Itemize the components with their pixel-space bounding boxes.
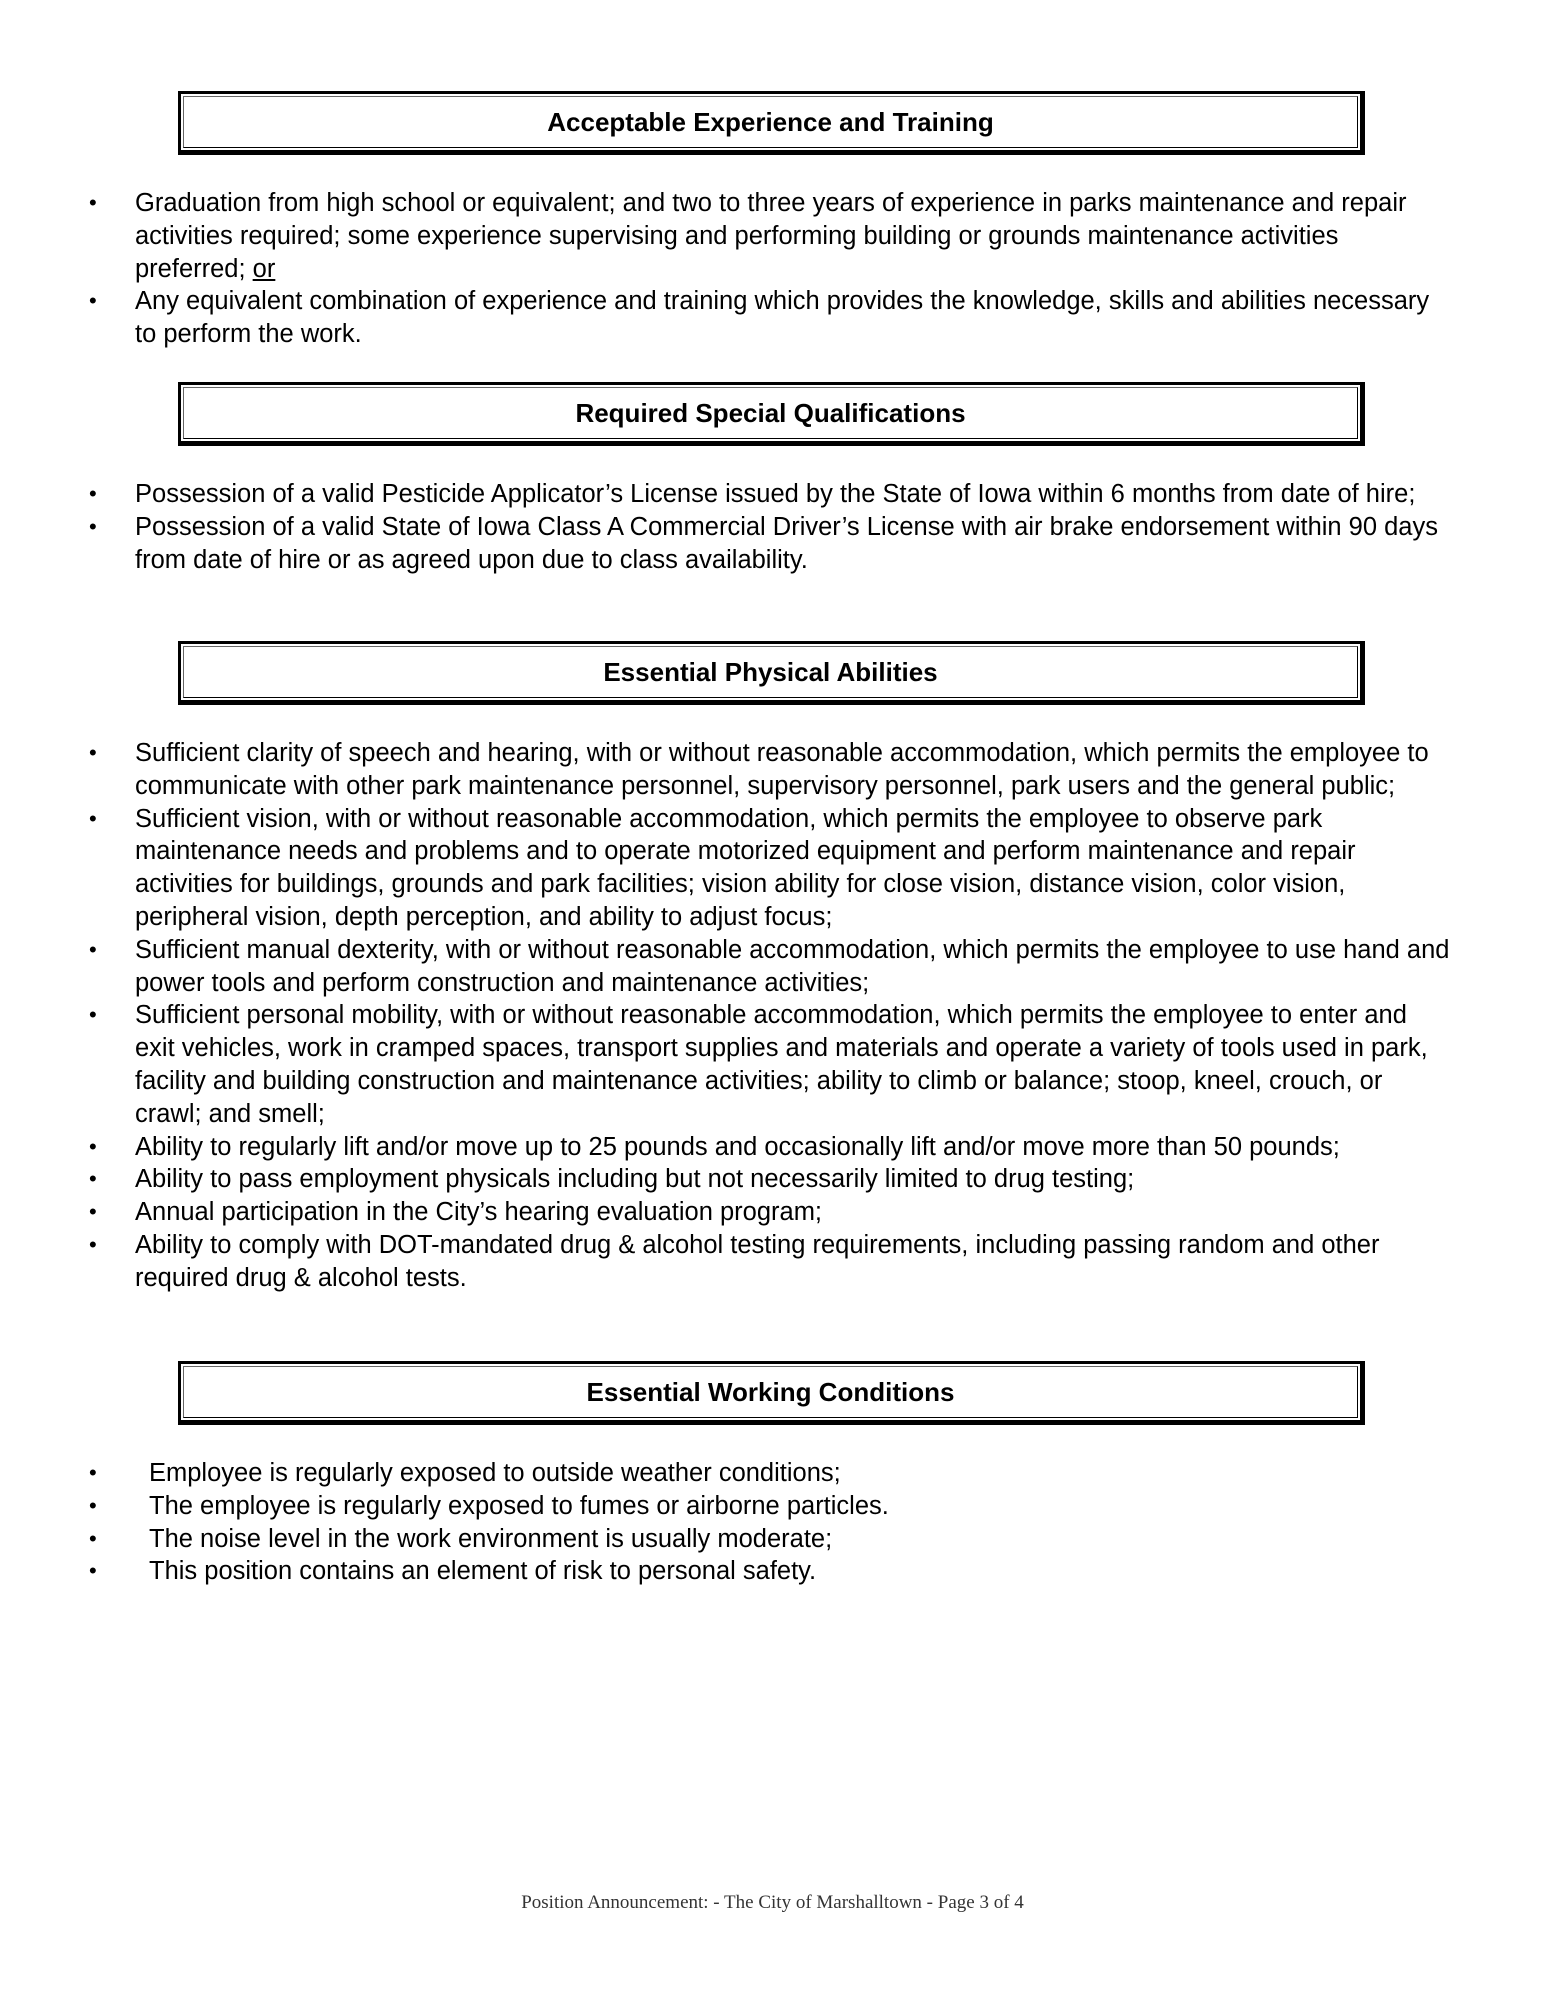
list-item xyxy=(0,803,1545,934)
bullet-icon: • xyxy=(89,513,97,539)
list-item-text: Sufficient vision, with or without reasonable accommodation, which permits the employee to observe park maintenance needs and problems and to operate motorized equipment and perform maintenance and repair activities for buildings, grounds and park facilities; vision ability for close vision, distance vision, color vision, peripheral vision, depth perception, and ability to adjust focus; xyxy=(135,804,1356,931)
page-footer: Position Announcement: - The City of Marshalltown - Page 3 of 4 xyxy=(521,1892,1024,1913)
section-title: Required Special Qualifications xyxy=(575,397,966,428)
bullet-icon: • xyxy=(89,190,97,215)
list-item xyxy=(0,187,1545,285)
bullet-icon: • xyxy=(89,740,97,765)
list-item-text: Sufficient manual dexterity, with or without reasonable accommodation, which permits the employee to use hand and power tools and perform construction and maintenance activities; xyxy=(135,935,1450,997)
list-item-text: Sufficient clarity of speech and hearing, with or without reasonable accommodation, which permits the employee to communicate with other park maintenance personnel, supervisory personnel, park users and the general public; xyxy=(135,739,1429,800)
list-item xyxy=(0,285,1545,351)
list-item-text: Graduation from high school or equivalent; and two to three years of experience in parks maintenance and repair activities required; some experience supervising and performing building or grounds maintenance activities preferred; xyxy=(135,189,1407,283)
section-header-special-qualifications xyxy=(178,382,1365,446)
list-item-text: Possession of a valid State of Iowa Class A Commercial Driver’s License with air brake endorsement within 90 days from date of hire or as agreed upon due to class availability. xyxy=(135,512,1438,574)
section-header-inner xyxy=(183,387,1358,439)
list-item xyxy=(0,934,1545,1000)
bullet-icon: • xyxy=(89,1166,97,1192)
list-item xyxy=(0,511,1545,577)
bullet-icon: • xyxy=(89,288,97,314)
list-item xyxy=(0,478,1545,511)
working-conditions-list xyxy=(0,1457,1545,1588)
bullet-icon: • xyxy=(89,1199,97,1225)
bullet-icon: • xyxy=(89,936,97,962)
bullet-icon: • xyxy=(89,805,97,831)
list-item xyxy=(0,1490,1545,1523)
section-title: Acceptable Experience and Training xyxy=(547,106,994,137)
bullet-icon: • xyxy=(89,1133,97,1159)
physical-abilities-list xyxy=(0,737,1545,1295)
list-item-text: Ability to regularly lift and/or move up to 25 pounds and occasionally lift and/or move more than 50 pounds; xyxy=(135,1132,1340,1161)
list-item-text: The employee is regularly exposed to fumes or airborne particles. xyxy=(149,1491,889,1520)
list-item xyxy=(0,1523,1545,1556)
list-item xyxy=(0,1457,1545,1490)
list-item-text: This position contains an element of risk to personal safety. xyxy=(149,1557,817,1586)
bullet-icon: • xyxy=(89,1525,97,1551)
bullet-icon: • xyxy=(89,1002,97,1028)
list-item-text: Annual participation in the City’s hearing evaluation program; xyxy=(135,1198,823,1227)
bullet-icon: • xyxy=(89,1231,97,1257)
list-item xyxy=(0,1163,1545,1196)
section-title: Essential Physical Abilities xyxy=(603,656,938,687)
list-item-text: Possession of a valid Pesticide Applicator’s License issued by the State of Iowa within 6 months from date of hire; xyxy=(135,480,1416,508)
bullet-icon: • xyxy=(89,1492,97,1518)
list-item xyxy=(0,999,1545,1130)
list-item-text: Sufficient personal mobility, with or without reasonable accommodation, which permits the employee to enter and exit vehicles, work in cramped spaces, transport supplies and materials and operate a variety of tools used in park, facility and building construction and maintenance activities; ability to climb or balance; stoop, kneel, crouch, or crawl; and smell; xyxy=(135,1001,1428,1128)
bullet-icon: • xyxy=(89,1558,97,1584)
list-item xyxy=(0,1555,1545,1588)
section-header-working-conditions xyxy=(178,1361,1365,1425)
list-item xyxy=(0,1131,1545,1164)
section-title: Essential Working Conditions xyxy=(586,1376,955,1407)
list-item xyxy=(0,737,1545,803)
list-item-text: Any equivalent combination of experience and training which provides the knowledge, skills and abilities necessary to perform the work. xyxy=(135,287,1430,349)
list-item xyxy=(0,1196,1545,1229)
section-header-inner xyxy=(183,96,1358,148)
underlined-or: or xyxy=(252,254,276,283)
special-qualifications-list xyxy=(0,478,1545,576)
list-item xyxy=(0,1229,1545,1295)
experience-training-list xyxy=(0,187,1545,351)
section-header-experience-training xyxy=(178,91,1365,155)
list-item-text: Ability to pass employment physicals including but not necessarily limited to drug testing; xyxy=(135,1165,1135,1194)
list-item-text: The noise level in the work environment is usually moderate; xyxy=(149,1524,833,1553)
list-item-text: Ability to comply with DOT-mandated drug & alcohol testing requirements, including passing random and other required drug & alcohol tests. xyxy=(135,1230,1380,1292)
section-header-physical-abilities xyxy=(178,641,1365,705)
section-header-inner xyxy=(183,1366,1358,1418)
bullet-icon: • xyxy=(89,481,97,506)
bullet-icon: • xyxy=(89,1460,97,1485)
section-header-inner xyxy=(183,646,1358,698)
list-item-text: Employee is regularly exposed to outside weather conditions; xyxy=(149,1459,841,1487)
